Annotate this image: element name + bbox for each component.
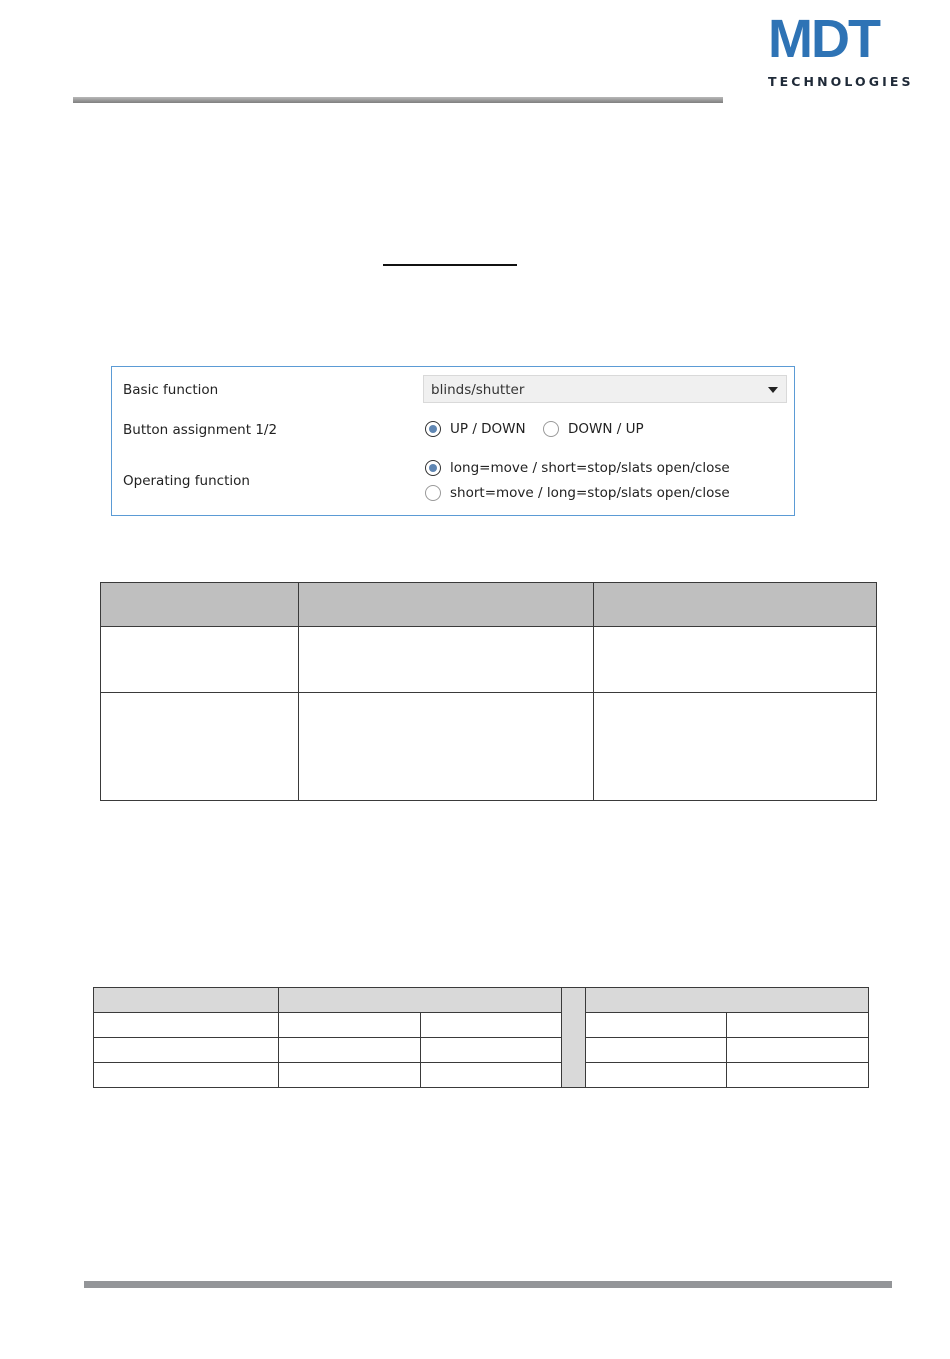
table-header-cell — [94, 988, 279, 1013]
radio-unchecked-icon — [425, 485, 441, 501]
table-row — [94, 1063, 869, 1088]
state-table-header-row — [94, 988, 869, 1013]
operating-function-label: Operating function — [123, 473, 250, 489]
table-row — [94, 1013, 869, 1038]
table-row — [94, 1038, 869, 1063]
logo-letter-m: M — [768, 9, 811, 69]
basic-function-select[interactable] — [423, 375, 787, 403]
parameter-table — [100, 582, 877, 801]
table-separator-column — [562, 988, 586, 1088]
dropdown-arrow-icon — [768, 387, 778, 393]
radio-long-move-label: long=move / short=stop/slats open/close — [450, 460, 730, 476]
table-cell — [94, 1063, 279, 1088]
radio-checked-icon — [425, 421, 441, 437]
table-header-cell — [594, 583, 877, 627]
logo-subtitle: TECHNOLOGIES — [768, 74, 914, 89]
table-cell — [94, 1038, 279, 1063]
table-cell — [586, 1038, 727, 1063]
table-cell — [421, 1013, 562, 1038]
table-cell — [727, 1063, 869, 1088]
logo-mark — [768, 9, 912, 69]
radio-long-move[interactable] — [425, 460, 730, 476]
table-cell — [299, 627, 594, 693]
footer-rule — [84, 1281, 892, 1288]
table-cell — [586, 1013, 727, 1038]
table-cell — [279, 1063, 421, 1088]
radio-up-down[interactable] — [425, 421, 526, 437]
table-cell — [299, 693, 594, 801]
radio-short-move-label: short=move / long=stop/slats open/close — [450, 485, 730, 501]
table-header-cell — [586, 988, 869, 1013]
radio-down-up-label: DOWN / UP — [568, 421, 644, 437]
table-cell — [586, 1063, 727, 1088]
table-cell — [94, 1013, 279, 1038]
logo-letter-t: T — [847, 9, 879, 69]
table-header-row — [101, 583, 877, 627]
table-cell — [594, 627, 877, 693]
table-cell — [421, 1038, 562, 1063]
radio-checked-icon — [425, 460, 441, 476]
table-cell — [594, 693, 877, 801]
parameter-panel — [111, 366, 795, 516]
table-cell — [727, 1013, 869, 1038]
table-cell — [279, 1038, 421, 1063]
table-header-cell — [299, 583, 594, 627]
table-cell — [727, 1038, 869, 1063]
table-cell — [421, 1063, 562, 1088]
basic-function-label: Basic function — [123, 382, 219, 398]
table-cell — [101, 693, 299, 801]
radio-up-down-label: UP / DOWN — [450, 421, 526, 437]
basic-function-value: blinds/shutter — [431, 382, 525, 398]
radio-short-move[interactable] — [425, 485, 730, 501]
table-cell — [101, 627, 299, 693]
table-header-cell — [279, 988, 562, 1013]
radio-unchecked-icon — [543, 421, 559, 437]
logo-letter-d: D — [810, 9, 848, 69]
header-rule — [73, 97, 723, 103]
title-underline — [383, 264, 517, 266]
table-row — [101, 693, 877, 801]
state-table — [93, 987, 869, 1088]
table-row — [101, 627, 877, 693]
table-cell — [279, 1013, 421, 1038]
table-header-cell — [101, 583, 299, 627]
button-assignment-label: Button assignment 1/2 — [123, 422, 278, 438]
mdt-logo — [768, 9, 914, 92]
radio-down-up[interactable] — [543, 421, 644, 437]
